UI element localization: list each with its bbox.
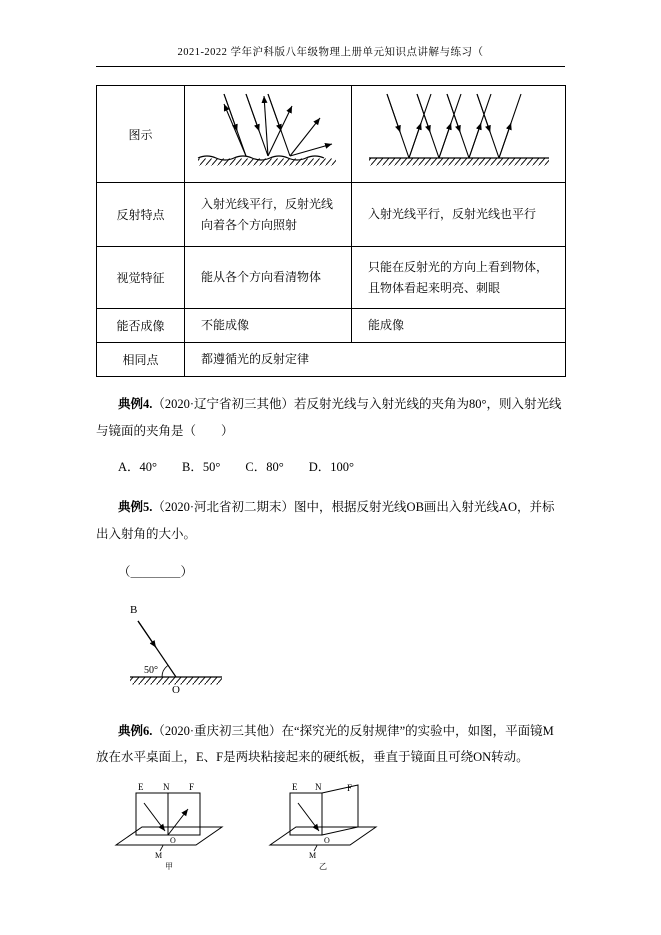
incident-rays: [387, 94, 499, 158]
angle-label: 50°: [144, 664, 158, 676]
reflected-ray: [168, 809, 188, 835]
point-o-label: O: [172, 683, 180, 696]
comparison-table: [96, 85, 566, 377]
example-6-text: （2020·重庆初三其他）在“探究光的反射规律”的实验中，如图，平面镜M放在水平桌面上，E、F是两块粘接起来的硬纸板，垂直于镜面且可绕ON转动。: [96, 723, 554, 765]
row-label-visual-features: 视觉特征: [97, 247, 185, 309]
example-6-figures: [110, 781, 565, 871]
imaging-diffuse: 不能成像: [185, 309, 352, 343]
table-row-reflect-features: [97, 183, 566, 247]
example-6-label: 典例6.: [118, 723, 153, 738]
example-5-answer-blank: （＿＿＿＿）: [118, 564, 194, 579]
row-label-diagram: 图示: [97, 86, 185, 183]
row-label-common: 相同点: [97, 343, 185, 377]
label-o: O: [170, 836, 176, 846]
surface-hatching: [369, 159, 549, 166]
example-5-text: （2020·河北省初二期末）图中，根据反射光线OB画出入射光线AO，并标出入射角的大小。: [96, 499, 555, 541]
label-o: O: [324, 836, 330, 846]
imaging-specular: 能成像: [352, 309, 566, 343]
table-row-common: [97, 343, 566, 377]
reflect-feature-diffuse: 入射光线平行，反射光线向着各个方向照射: [185, 183, 352, 247]
label-m: M: [309, 851, 317, 861]
mirror-plane: [270, 827, 376, 845]
example-5-label: 典例5.: [118, 499, 153, 514]
label-e: E: [138, 782, 144, 793]
table-row-visual-features: [97, 247, 566, 309]
label-n: N: [163, 782, 170, 793]
table-row-diagram: [97, 86, 566, 183]
example-4-options: A．40° B．50° C．80° D．100°: [118, 459, 354, 474]
reflect-feature-specular: 入射光线平行，反射光线也平行: [352, 183, 566, 247]
figure-caption: 乙: [319, 862, 327, 872]
surface-hatching: [198, 159, 336, 166]
diffuse-diagram-cell: [185, 86, 352, 183]
example-4-text: （2020·辽宁省初三其他）若反射光线与入射光线的夹角为80°，则入射光线与镜面的夹角是（ ）: [96, 397, 562, 438]
angle-arc: [162, 665, 168, 676]
example-5-figure: [122, 599, 565, 704]
example-6-paragraph: [96, 718, 565, 772]
label-n: N: [315, 782, 322, 793]
example-4-label: 典例4.: [118, 397, 153, 411]
mirror-plane: [116, 827, 222, 845]
parallel-reflected-rays: [409, 94, 521, 158]
example-5-paragraph: [96, 494, 565, 548]
label-f: F: [347, 783, 353, 794]
ray-ob-arrow: [138, 621, 156, 648]
label-f: F: [189, 782, 195, 793]
visual-feature-diffuse: 能从各个方向看清物体: [185, 247, 352, 309]
ex6-figure-1: [110, 781, 228, 871]
specular-reflection-diagram: [359, 88, 559, 174]
page-header-title: 2021-2022 学年沪科版八年级物理上册单元知识点讲解与练习（: [177, 47, 484, 58]
visual-feature-specular: 只能在反射光的方向上看到物体，且物体看起来明亮、刺眼: [352, 247, 566, 309]
row-label-imaging: 能否成像: [97, 309, 185, 343]
table-row-imaging: [97, 309, 566, 343]
point-b-label: B: [130, 603, 138, 616]
incident-rays: [224, 94, 290, 156]
scattered-reflected-rays: [224, 96, 332, 156]
label-m: M: [155, 851, 163, 861]
common-point: 都遵循光的反射定律: [185, 343, 566, 377]
row-label-reflect-features: 反射特点: [97, 183, 185, 247]
page-header: [96, 44, 565, 67]
figure-caption: 甲: [165, 862, 173, 872]
label-e: E: [292, 782, 298, 793]
example-4-paragraph: [96, 391, 565, 445]
diffuse-reflection-diagram: [188, 88, 348, 174]
specular-diagram-cell: [352, 86, 566, 183]
ex5-reflection-diagram: [122, 599, 232, 699]
ex6-figure-2: [264, 781, 382, 871]
